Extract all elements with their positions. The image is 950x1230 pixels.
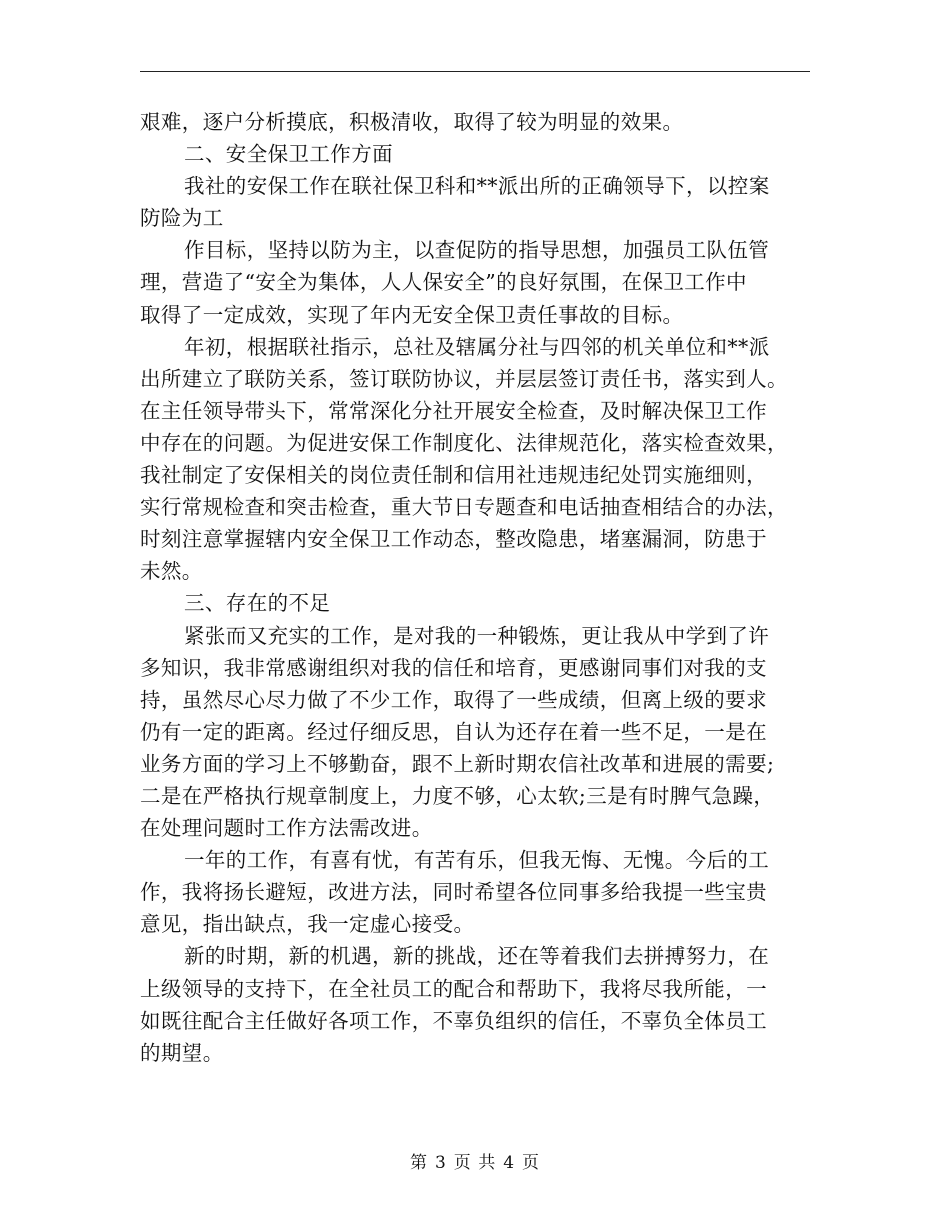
text-line: 业务方面的学习上不够勤奋，跟不上新时期农信社改革和进展的需要; [140,751,775,776]
footer-prefix: 第 [409,1153,428,1173]
text-line: 新的时期，新的机遇，新的挑战，还在等着我们去拼搏努力，在 [184,944,770,969]
text-line: 多知识，我非常感谢组织对我的信任和培育，更感谢同事们对我的支 [140,655,767,680]
page-footer [0,1152,950,1174]
text-line: 的期望。 [140,1040,224,1065]
text-line: 一年的工作，有喜有忧，有苦有乐，但我无悔、无愧。今后的工 [184,848,770,873]
text-line: 意见，指出缺点，我一定虚心接受。 [140,912,475,937]
text-line: 中存在的问题。为促进安保工作制度化、法律规范化，落实检查效果， [140,430,788,455]
text-line: 紧张而又充实的工作，是对我的一种锻炼，更让我从中学到了许 [184,623,770,648]
text-line: 防险为工 [140,206,224,231]
footer-suffix: 页 [522,1153,541,1173]
text-line: 取得了一定成效，实现了年内无安全保卫责任事故的目标。 [140,302,684,327]
text-line: 二是在严格执行规章制度上，力度不够，心太软;三是有时脾气急躁， [140,783,775,808]
footer-total-pages: 4 [503,1153,516,1173]
text-line: 时刻注意掌握辖内安全保卫工作动态，整改隐患，堵塞漏洞，防患于 [140,527,767,552]
text-line: 理，营造了“安全为集体，人人保安全”的良好氛围，在保卫工作中 [140,270,747,295]
text-line: 未然。 [140,559,203,584]
footer-middle: 页 共 [453,1153,497,1173]
text-line: 如既往配合主任做好各项工作，不辜负组织的信任，不辜负全体员工 [140,1008,767,1033]
text-line: 二、安全保卫工作方面 [184,142,393,167]
text-line: 我社制定了安保相关的岗位责任制和信用社违规违纪处罚实施细则， [140,463,767,488]
text-line: 在主任领导带头下，常常深化分社开展安全检查，及时解决保卫工作 [140,398,767,423]
text-line: 我社的安保工作在联社保卫科和**派出所的正确领导下，以控案 [184,174,770,199]
text-line: 上级领导的支持下，在全社员工的配合和帮助下，我将尽我所能，一 [140,976,767,1001]
text-line: 出所建立了联防关系，签订联防协议，并层层签订责任书，落实到人。 [140,366,788,391]
footer-current-page: 3 [434,1153,447,1173]
text-line: 年初，根据联社指示，总社及辖属分社与四邻的机关单位和**派 [184,334,770,359]
document-body [140,106,812,1069]
text-line: 在处理问题时工作方法需改进。 [140,816,433,841]
text-line: 艰难，逐户分析摸底，积极清收，取得了较为明显的效果。 [140,110,684,134]
text-line: 作，我将扬长避短，改进方法，同时希望各位同事多给我提一些宝贵 [140,880,767,905]
text-line: 持，虽然尽心尽力做了不少工作，取得了一些成绩，但离上级的要求 [140,687,767,712]
header-rule [140,71,810,72]
text-line: 作目标，坚持以防为主，以查促防的指导思想，加强员工队伍管 [184,238,770,263]
text-line: 仍有一定的距离。经过仔细反思，自认为还存在着一些不足，一是在 [140,719,767,744]
text-line: 实行常规检查和突击检查，重大节日专题查和电话抽查相结合的办法， [140,495,788,520]
text-line: 三、存在的不足 [184,591,331,616]
